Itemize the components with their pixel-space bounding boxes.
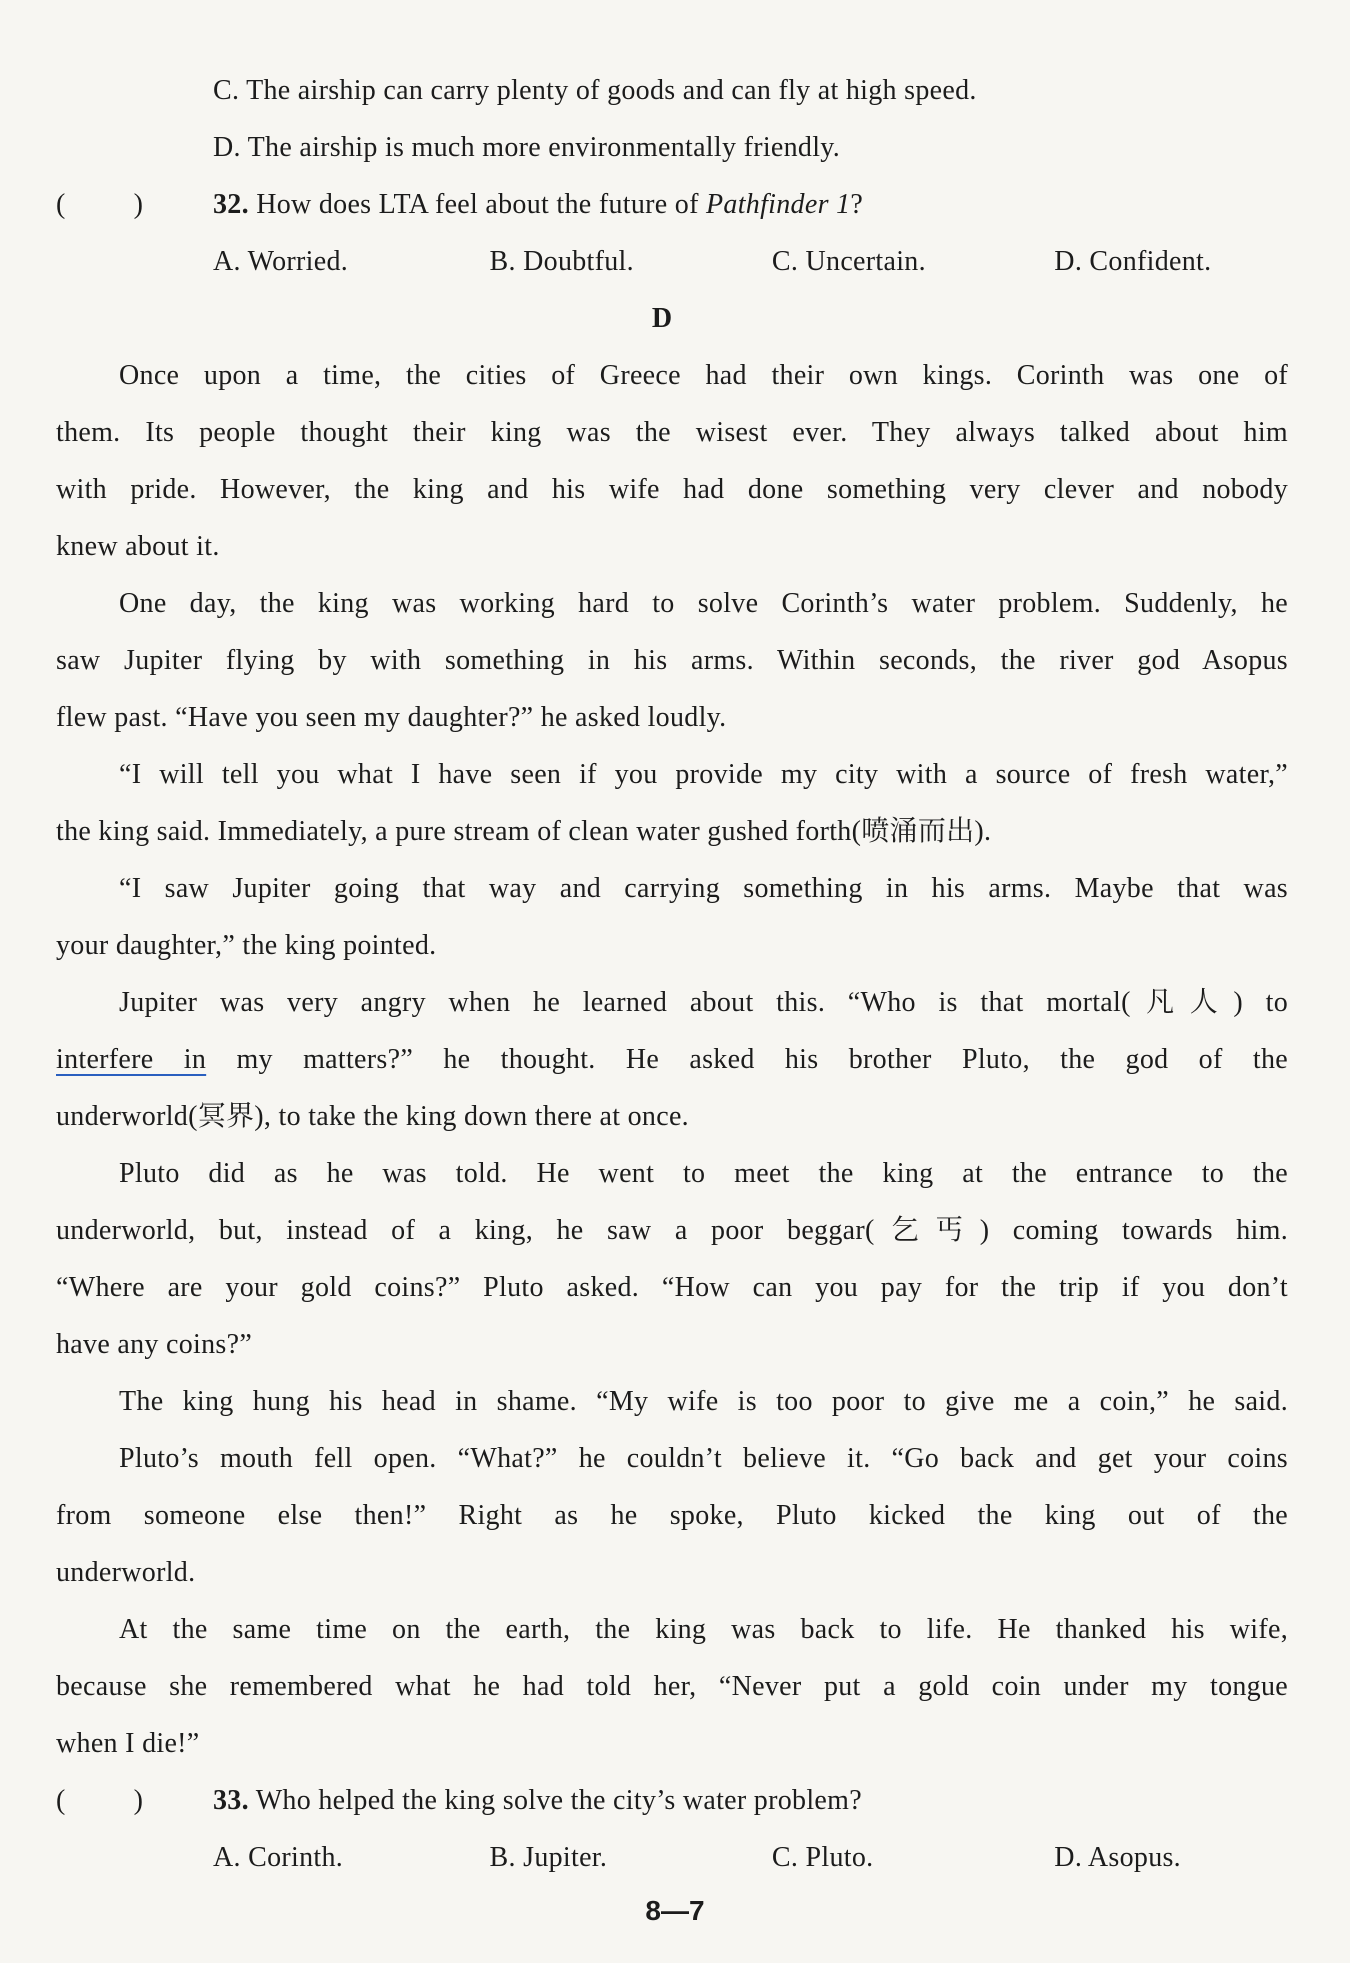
passage-line: your daughter,” the king pointed. bbox=[56, 930, 437, 961]
passage-line: Once upon a time, the cities of Greece had their own kings. Corinth was one of bbox=[119, 360, 1288, 391]
option-d-prev: D. The airship is much more environmentally friendly. bbox=[213, 132, 841, 163]
answer-blank[interactable]: ( ) bbox=[56, 189, 144, 220]
option-a: A. Corinth. bbox=[213, 1842, 344, 1873]
exam-page bbox=[56, 62, 1288, 1886]
passage-line: Pluto’s mouth fell open. “What?” he couldn’t believe it. “Go back and get your coins bbox=[119, 1443, 1288, 1474]
question-text-italic: Pathfinder 1 bbox=[706, 189, 851, 220]
passage-line: “I saw Jupiter going that way and carrying something in his arms. Maybe that was bbox=[119, 873, 1288, 904]
passage-part-2 bbox=[56, 1088, 1288, 1772]
question-text: Who helped the king solve the city’s water problem? bbox=[248, 1785, 862, 1816]
passage-line: with pride. However, the king and his wife had done something very clever and nobody bbox=[56, 474, 1288, 505]
passage-line: “Where are your gold coins?” Pluto asked. “How can you pay for the trip if you don’t bbox=[56, 1272, 1288, 1303]
passage-line: the king said. Immediately, a pure stream of clean water gushed forth(喷涌而出). bbox=[56, 816, 992, 847]
answer-blank[interactable]: ( ) bbox=[56, 1785, 144, 1816]
option-d: D. Asopus. bbox=[1054, 1842, 1181, 1873]
option-c: C. Uncertain. bbox=[771, 246, 926, 277]
question-33 bbox=[56, 1772, 1288, 1829]
option-d: D. Confident. bbox=[1054, 246, 1212, 277]
page-number: 8—7 bbox=[645, 1895, 705, 1926]
question-number: 33. bbox=[213, 1785, 249, 1816]
question-text: How does LTA feel about the future of bbox=[248, 189, 706, 220]
passage-line: underworld(冥界), to take the king down there at once. bbox=[56, 1101, 689, 1132]
question-33-options bbox=[56, 1829, 1288, 1886]
passage-line: from someone else then!” Right as he spoke, Pluto kicked the king out of the bbox=[56, 1500, 1288, 1531]
passage-line: have any coins?” bbox=[56, 1329, 253, 1360]
passage-line: flew past. “Have you seen my daughter?” he asked loudly. bbox=[56, 702, 727, 733]
passage-line: “I will tell you what I have seen if you provide my city with a source of fresh water,” bbox=[119, 759, 1288, 790]
passage-line: Pluto did as he was told. He went to meet the king at the entrance to the bbox=[119, 1158, 1288, 1189]
section-title: D bbox=[651, 303, 673, 334]
passage-line: knew about it. bbox=[56, 531, 220, 562]
passage-part-1 bbox=[56, 347, 1288, 1031]
passage-line: saw Jupiter flying by with something in his arms. Within seconds, the river god Asopus bbox=[56, 645, 1288, 676]
question-32: ( ) 32. How does LTA feel about the future of Pathfinder 1? bbox=[56, 176, 1288, 233]
question-32-options bbox=[56, 233, 1288, 290]
passage-line: underworld. bbox=[56, 1557, 196, 1588]
passage-line: The king hung his head in shame. “My wife is too poor to give me a coin,” he said. bbox=[119, 1386, 1288, 1417]
passage-line: Jupiter was very angry when he learned about this. “Who is that mortal(凡人) to bbox=[119, 987, 1288, 1018]
passage-line: when I die!” bbox=[56, 1728, 200, 1759]
question-number: 32. bbox=[213, 189, 249, 220]
passage-line: One day, the king was working hard to solve Corinth’s water problem. Suddenly, he bbox=[119, 588, 1288, 619]
option-c-prev: C. The airship can carry plenty of goods and can fly at high speed. bbox=[213, 75, 977, 106]
passage-line: because she remembered what he had told her, “Never put a gold coin under my tongue bbox=[56, 1671, 1288, 1702]
passage-line-underlined: interfere in my matters?” he thought. He asked his brother Pluto, the god of the bbox=[56, 1044, 1288, 1075]
underlined-phrase: interfere in bbox=[56, 1044, 207, 1075]
option-a: A. Worried. bbox=[213, 246, 349, 277]
passage-line: underworld, but, instead of a king, he saw a poor beggar(乞丐) coming towards him. bbox=[56, 1215, 1288, 1246]
passage-line: At the same time on the earth, the king was back to life. He thanked his wife, bbox=[119, 1614, 1288, 1645]
passage-line: them. Its people thought their king was the wisest ever. They always talked about him bbox=[56, 417, 1288, 448]
option-c: C. Pluto. bbox=[771, 1842, 874, 1873]
option-b: B. Jupiter. bbox=[489, 1842, 608, 1873]
option-b: B. Doubtful. bbox=[489, 246, 634, 277]
